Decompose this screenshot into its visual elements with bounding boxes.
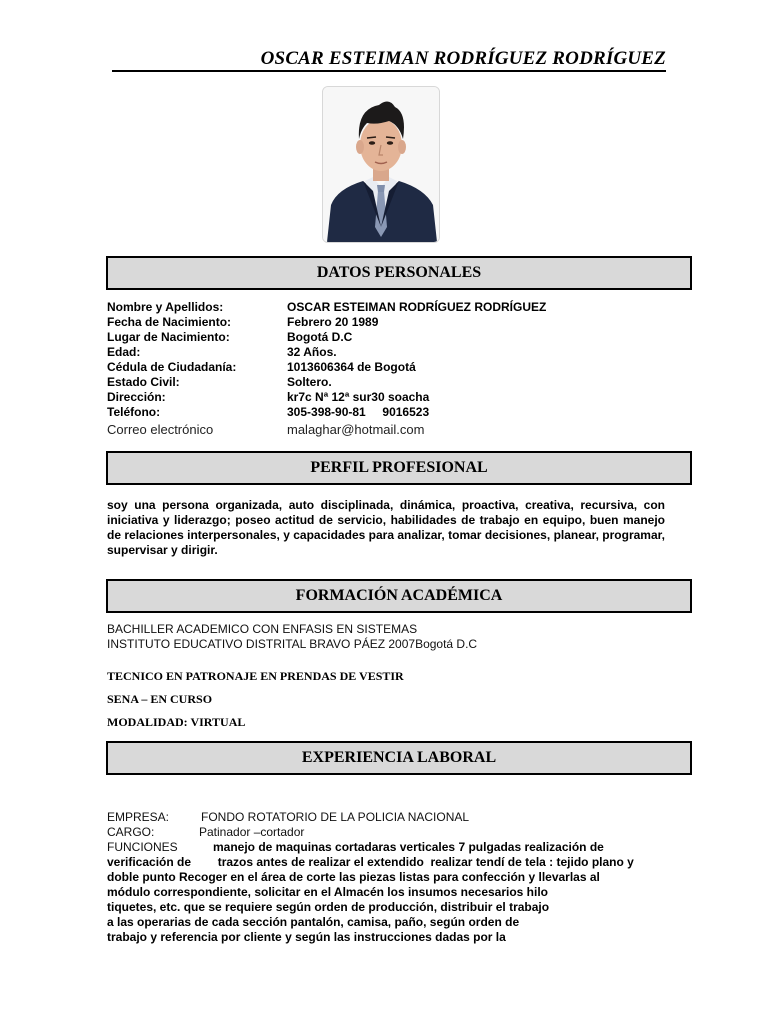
experiencia-block [107, 810, 667, 945]
personal-row [107, 375, 667, 390]
cargo-value: Patinador –cortador [199, 825, 305, 839]
funciones-line: verificación de trazos antes de realizar el extendido realizar tendí de tela : tejido plano y [107, 855, 634, 869]
personal-row [107, 300, 667, 315]
personal-row [107, 345, 667, 360]
section-header-formacion-academica: FORMACIÓN ACADÉMICA [106, 579, 692, 613]
formacion-modalidad: MODALIDAD: VIRTUAL [107, 715, 246, 729]
funciones-row [107, 840, 667, 855]
personal-value: kr7c Nª 12ª sur30 soacha [287, 390, 430, 404]
personal-row [107, 315, 667, 330]
funciones-line: tiquetes, etc. que se requiere según orden de producción, distribuir el trabajo [107, 900, 550, 914]
email-value: malaghar@hotmail.com [287, 422, 425, 437]
personal-value: 305-398-90-81 9016523 [287, 405, 430, 419]
funciones-line: manejo de maquinas cortadaras verticales 7 pulgadas realización de [213, 840, 604, 854]
personal-row [107, 405, 667, 420]
personal-value: Bogotá D.C [287, 330, 353, 344]
personal-data-list [107, 300, 667, 438]
cargo-row [107, 825, 667, 840]
cargo-label: CARGO: [107, 825, 155, 839]
empresa-label: EMPRESA: [107, 810, 170, 824]
personal-label: Cédula de Ciudadanía: [107, 360, 237, 374]
funciones-label: FUNCIONES [107, 840, 178, 854]
personal-value: Soltero. [287, 375, 332, 389]
personal-label: Correo electrónico [107, 422, 214, 437]
formacion-line: INSTITUTO EDUCATIVO DISTRITAL BRAVO PÁEZ 2007Bogotá D.C [107, 637, 478, 651]
formacion-sena: SENA – EN CURSO [107, 692, 213, 706]
funciones-line: módulo correspondiente, solicitar en el Almacén los insumos necesarios hilo [107, 885, 549, 899]
personal-label: Dirección: [107, 390, 166, 404]
section-header-datos-personales: DATOS PERSONALES [106, 256, 692, 290]
personal-value: Febrero 20 1989 [287, 315, 379, 329]
perfil-paragraph: soy una persona organizada, auto disciplinada, dinámica, proactiva, creativa, recursiva, con iniciativa y liderazgo; poseo actitud de servicio, habilidades de trabajo en equipo, buen manejo de relaciones interpersonales, y capacidades para analizar, tomar decisiones, planear, programar, supervisar y dirigir. [107, 498, 665, 557]
funciones-line: trabajo y referencia por cliente y según las instrucciones dadas por la [107, 930, 506, 944]
personal-row [107, 330, 667, 345]
funciones-line: doble punto Recoger en el área de corte las piezas listas para confección y llevarlas al [107, 870, 600, 884]
empresa-value: FONDO ROTATORIO DE LA POLICIA NACIONAL [201, 810, 470, 824]
personal-label: Edad: [107, 345, 141, 359]
personal-value: 32 Años. [287, 345, 337, 359]
formacion-line: BACHILLER ACADEMICO CON ENFASIS EN SISTEMAS [107, 622, 418, 636]
personal-value: 1013606364 de Bogotá [287, 360, 416, 374]
personal-label: Nombre y Apellidos: [107, 300, 224, 314]
personal-row [107, 360, 667, 375]
personal-row [107, 390, 667, 405]
resume-name-title: OSCAR ESTEIMAN RODRÍGUEZ RODRÍGUEZ [260, 48, 666, 69]
personal-label: Fecha de Nacimiento: [107, 315, 232, 329]
person-portrait-icon [323, 87, 439, 242]
funciones-line: a las operarias de cada sección pantalón, camisa, paño, según orden de [107, 915, 520, 929]
personal-value: OSCAR ESTEIMAN RODRÍGUEZ RODRÍGUEZ [287, 300, 547, 314]
profile-photo [322, 86, 440, 243]
section-header-perfil-profesional: PERFIL PROFESIONAL [106, 451, 692, 485]
empresa-row [107, 810, 667, 825]
title-underline [112, 70, 666, 72]
personal-label: Lugar de Nacimiento: [107, 330, 230, 344]
section-header-experiencia-laboral: EXPERIENCIA LABORAL [106, 741, 692, 775]
formacion-tecnico: TECNICO EN PATRONAJE EN PRENDAS DE VESTIR [107, 669, 404, 683]
personal-label: Teléfono: [107, 405, 161, 419]
personal-label: Estado Civil: [107, 375, 180, 389]
formacion-bachiller [107, 622, 477, 652]
personal-row-email [107, 421, 667, 438]
